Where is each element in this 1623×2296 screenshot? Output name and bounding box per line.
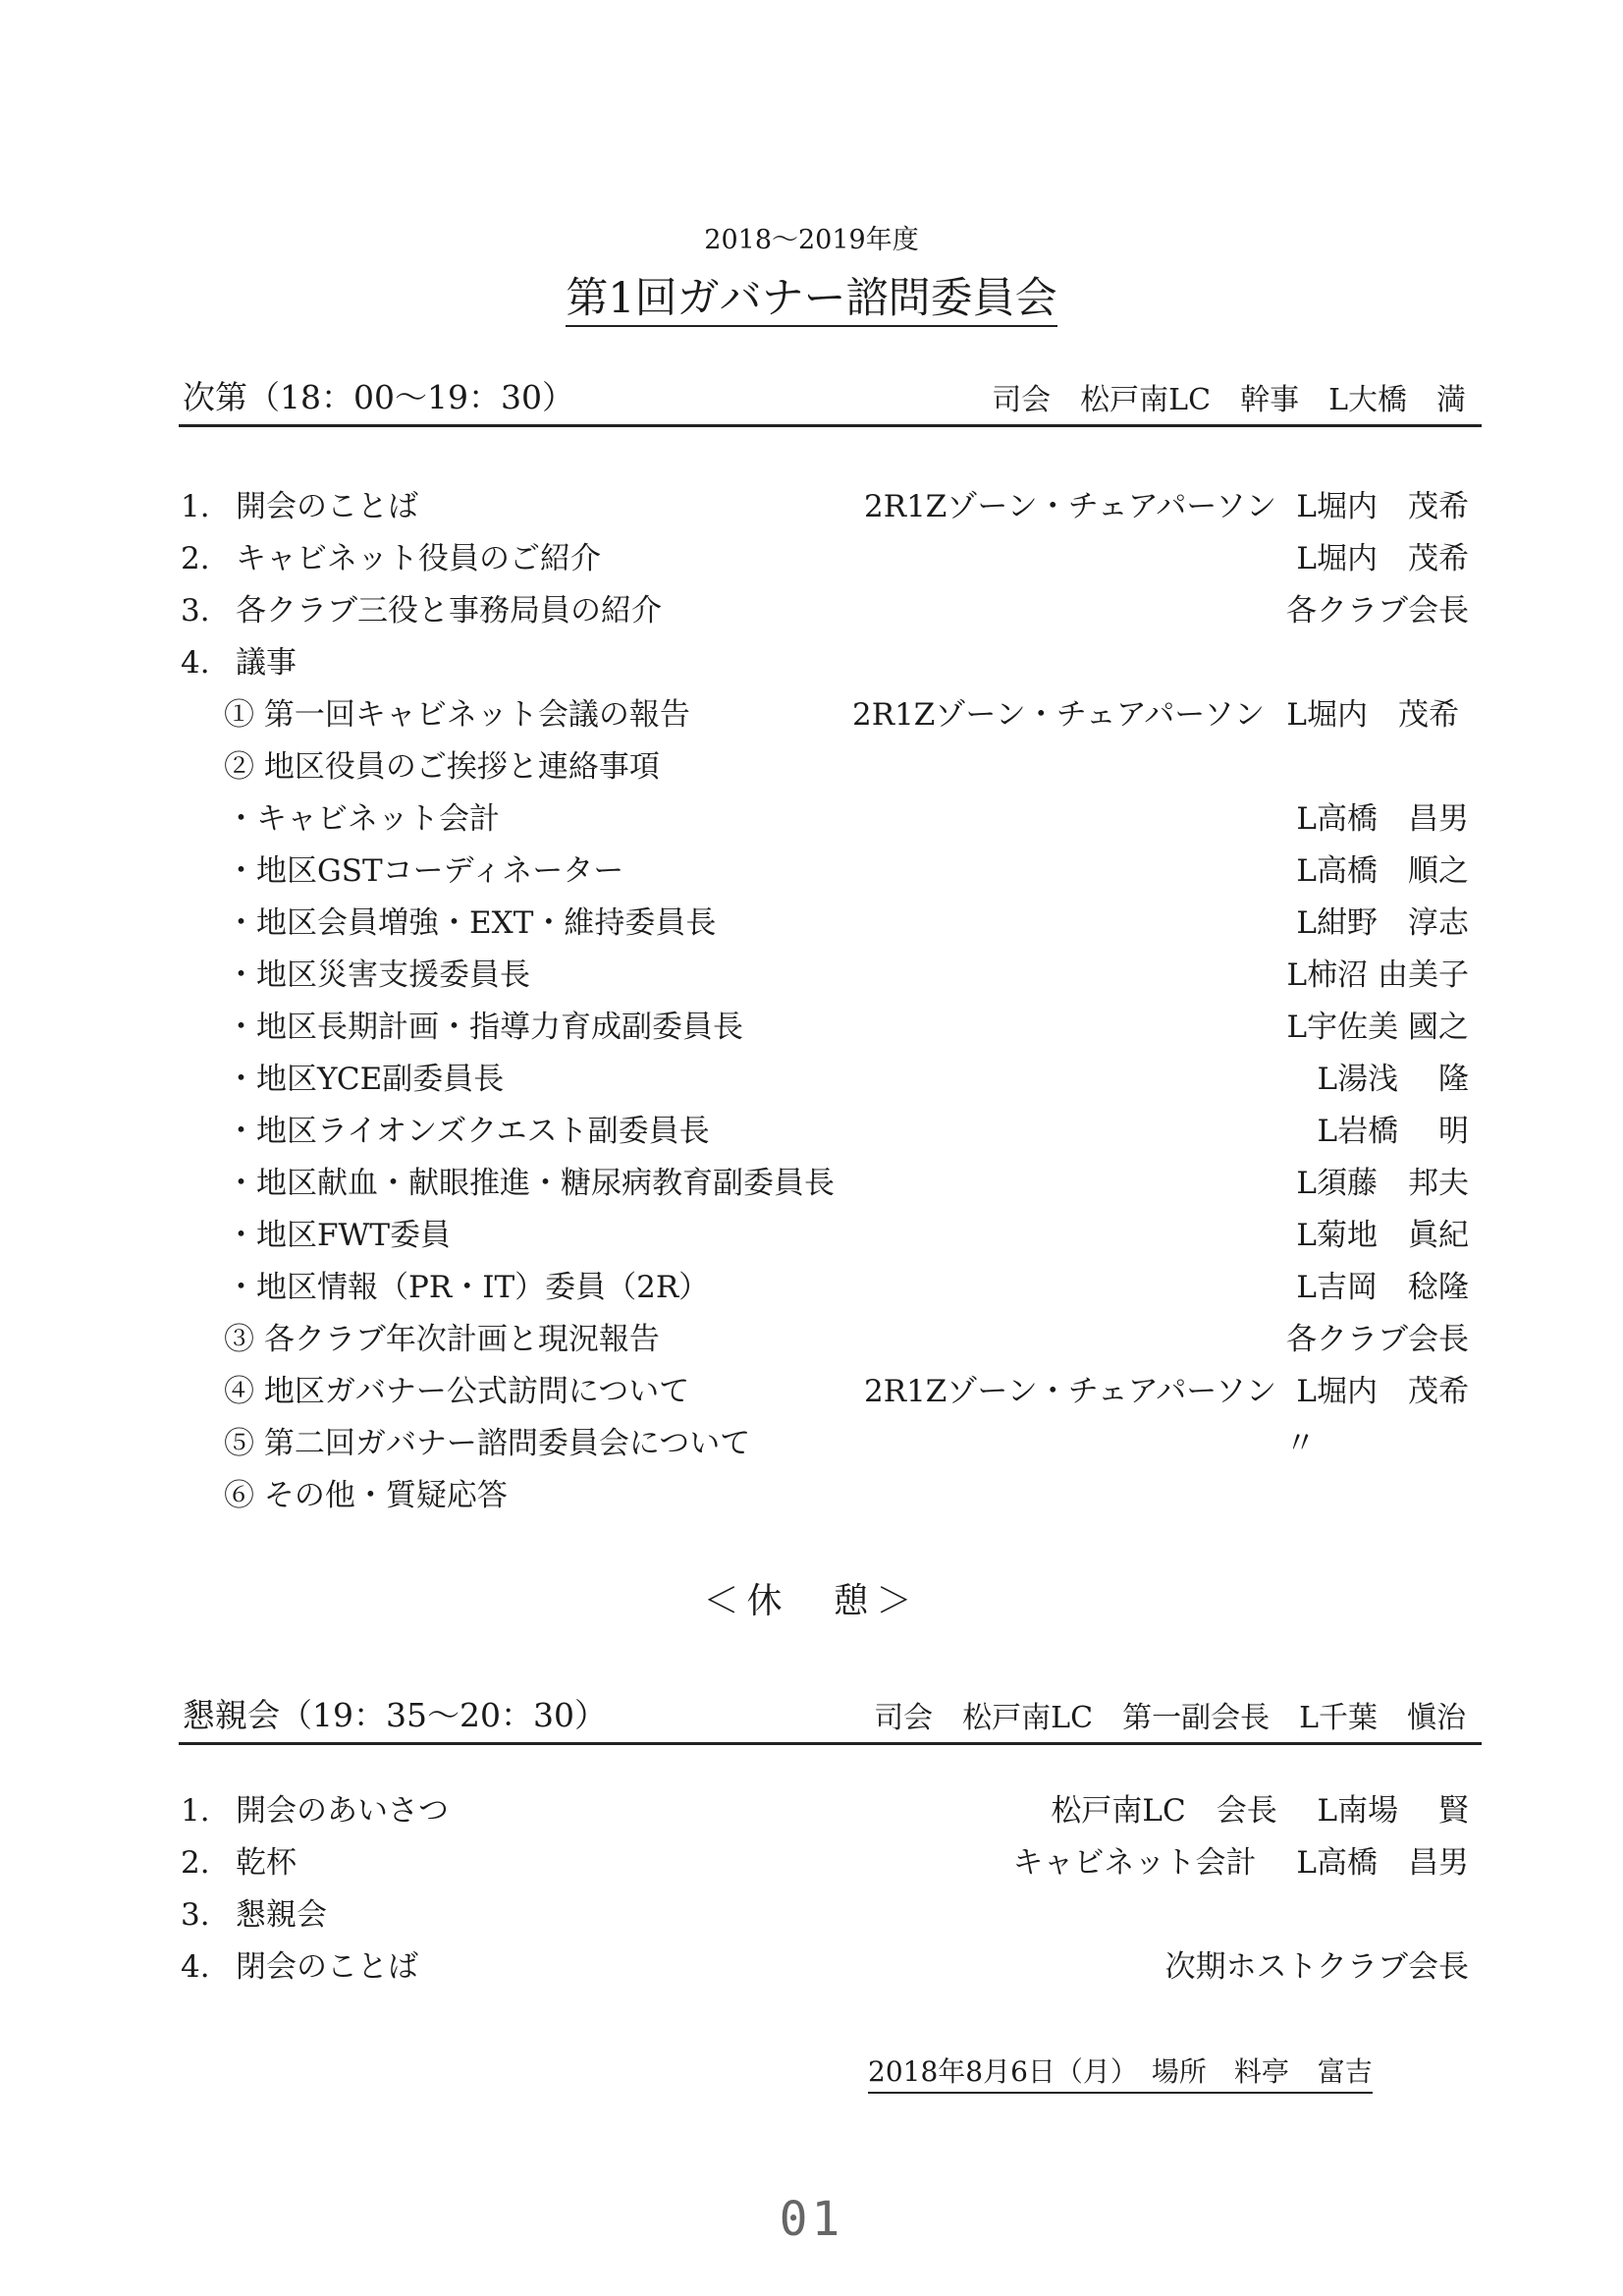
item-label: ⑤ 第二回ガバナー諮問委員会について — [224, 1426, 751, 1461]
social-item — [177, 1837, 1473, 1889]
document-title-text: 第1回ガバナー諮問委員会 — [566, 274, 1056, 327]
date-venue: 2018年8月6日（月） 場所 料亭 富吉 — [868, 2050, 1373, 2094]
officer-row — [177, 950, 1473, 1002]
social-item — [177, 1941, 1473, 1994]
social-item — [177, 1889, 1473, 1941]
item-number: 2. — [181, 1845, 210, 1881]
social-heading-bar — [179, 1695, 1482, 1745]
item-number: 1. — [181, 489, 210, 524]
agenda-subitem — [177, 1314, 1473, 1366]
item-label: キャビネット役員のご紹介 — [236, 541, 601, 576]
item-label: ・地区長期計画・指導力育成副委員長 — [226, 1010, 743, 1045]
agenda-list — [177, 481, 1473, 1522]
agenda-item — [177, 585, 1473, 637]
item-presenter: 〃 — [1285, 1426, 1316, 1461]
item-number: 4. — [181, 645, 210, 681]
officer-row — [177, 1002, 1473, 1054]
item-label: 議事 — [236, 645, 297, 681]
officer-row — [177, 1054, 1473, 1106]
item-label: ⑥ その他・質疑応答 — [224, 1478, 508, 1513]
item-number: 3. — [181, 593, 210, 629]
item-number: 3. — [181, 1897, 210, 1933]
item-number: 2. — [181, 541, 210, 576]
document-title — [0, 265, 1623, 325]
page-number: 01 — [779, 2192, 844, 2247]
agenda-subitem — [177, 1418, 1473, 1470]
social-mc: 司会 松戸南LC 第一副会長 L千葉 愼治 — [874, 1701, 1466, 1735]
social-heading: 懇親会（19：35～20：30） — [183, 1696, 607, 1734]
item-label: 懇親会 — [236, 1897, 327, 1933]
item-label: ・地区FWT委員 — [226, 1218, 452, 1253]
item-label: 各クラブ三役と事務局員の紹介 — [236, 593, 662, 629]
item-number: 4. — [181, 1949, 210, 1985]
item-presenter: L吉岡 稔隆 — [1296, 1270, 1469, 1305]
agenda-mc: 司会 松戸南LC 幹事 L大橋 満 — [992, 383, 1466, 417]
item-label: ・地区ライオンズクエスト副委員長 — [226, 1114, 710, 1149]
item-role: 2R1Zゾーン・チェアパーソン — [864, 489, 1277, 524]
officer-row — [177, 898, 1473, 950]
item-number: 1. — [181, 1793, 210, 1829]
officer-row — [177, 1106, 1473, 1158]
item-presenter: L紺野 淳志 — [1296, 905, 1469, 941]
agenda-subitem — [177, 689, 1473, 741]
item-label: ・地区災害支援委員長 — [226, 957, 530, 993]
item-presenter: L湯浅 隆 — [1317, 1062, 1469, 1097]
item-presenter: L須藤 邦夫 — [1296, 1166, 1469, 1201]
item-label: 乾杯 — [236, 1845, 297, 1881]
item-presenter: L堀内 茂希 — [1296, 489, 1469, 524]
item-label: ・地区献血・献眼推進・糖尿病教育副委員長 — [226, 1166, 835, 1201]
item-presenter: L高橋 順之 — [1296, 853, 1469, 889]
agenda-item — [177, 637, 1473, 689]
item-label: ① 第一回キャビネット会議の報告 — [224, 697, 690, 733]
item-presenter: L堀内 茂希 — [1296, 1374, 1469, 1409]
item-presenter: 次期ホストクラブ会長 — [1164, 1949, 1469, 1985]
item-presenter: L柿沼 由美子 — [1286, 957, 1469, 993]
officer-row — [177, 1158, 1473, 1210]
item-presenter: キャビネット会計 L高橋 昌男 — [1012, 1845, 1469, 1881]
item-label: 開会のことば — [236, 489, 418, 524]
officer-row — [177, 846, 1473, 898]
item-label: ④ 地区ガバナー公式訪問について — [224, 1374, 690, 1409]
item-label: ・キャビネット会計 — [226, 801, 500, 837]
officer-row — [177, 1262, 1473, 1314]
item-presenter: L堀内 茂希 — [1296, 541, 1469, 576]
social-list — [177, 1785, 1473, 1994]
item-label: 閉会のことば — [236, 1949, 418, 1985]
item-presenter: L堀内 茂希 — [1286, 697, 1459, 733]
item-presenter: 松戸南LC 会長 L南場 賢 — [1051, 1793, 1469, 1829]
item-role: 2R1Zゾーン・チェアパーソン — [852, 697, 1266, 733]
break-label: ＜休 憩＞ — [703, 1581, 920, 1621]
item-label: ③ 各クラブ年次計画と現況報告 — [224, 1322, 660, 1357]
agenda-subitem — [177, 1470, 1473, 1522]
item-label: 開会のあいさつ — [236, 1793, 449, 1829]
officer-row — [177, 793, 1473, 846]
officer-row — [177, 1210, 1473, 1262]
agenda-item — [177, 481, 1473, 533]
item-label: ② 地区役員のご挨拶と連絡事項 — [224, 749, 660, 785]
agenda-item — [177, 533, 1473, 585]
agenda-heading: 次第（18：00～19：30） — [183, 378, 574, 416]
item-presenter: L宇佐美 國之 — [1286, 1010, 1469, 1045]
agenda-subitem — [177, 741, 1473, 793]
item-presenter: L岩橋 明 — [1317, 1114, 1469, 1149]
fiscal-year: 2018～2019年度 — [704, 225, 919, 255]
item-label: ・地区YCE副委員長 — [226, 1062, 505, 1097]
item-label: ・地区会員増強・EXT・維持委員長 — [226, 905, 717, 941]
agenda-heading-bar — [179, 377, 1482, 427]
item-role: 2R1Zゾーン・チェアパーソン — [864, 1374, 1277, 1409]
item-presenter: L菊地 眞紀 — [1296, 1218, 1469, 1253]
social-item — [177, 1785, 1473, 1837]
item-label: ・地区GSTコーディネーター — [226, 853, 624, 889]
agenda-subitem — [177, 1366, 1473, 1418]
item-presenter: L高橋 昌男 — [1296, 801, 1469, 837]
item-presenter: 各クラブ会長 — [1286, 593, 1469, 629]
item-label: ・地区情報（PR・IT）委員（2R） — [226, 1270, 710, 1305]
item-presenter: 各クラブ会長 — [1286, 1322, 1469, 1357]
